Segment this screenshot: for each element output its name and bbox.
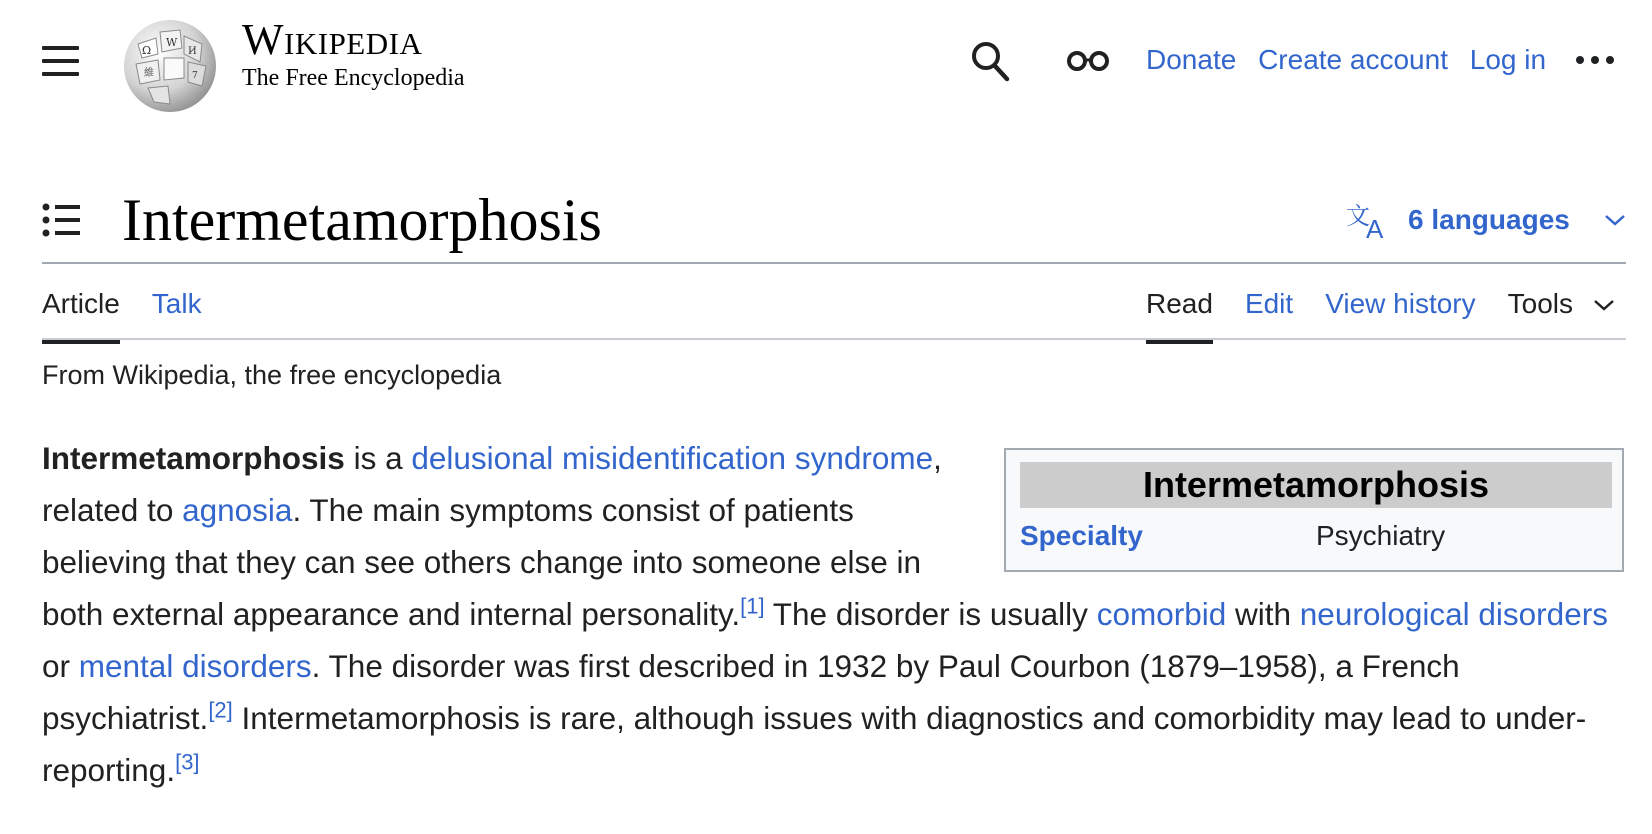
title-divider — [42, 262, 1626, 264]
tab-read[interactable]: Read — [1146, 288, 1213, 344]
infobox-specialty-value: Psychiatry — [1316, 520, 1446, 551]
svg-text:Ω: Ω — [142, 44, 152, 57]
search-icon[interactable] — [970, 40, 1010, 82]
text-run: Intermetamorphosis is rare, although issues with diagnostics and comorbidity may lead to under-reporting. — [42, 700, 1587, 788]
chevron-down-icon — [1604, 213, 1626, 227]
svg-text:A: A — [1366, 214, 1384, 240]
link-agnosia[interactable]: agnosia — [182, 492, 293, 528]
infobox-title: Intermetamorphosis — [1020, 462, 1612, 508]
tab-tools[interactable] — [1508, 288, 1615, 344]
reference-1[interactable] — [740, 594, 764, 619]
text-run: . The disorder was first described in 1932 by Paul Courbon (1879–1958), a French psychiatrist. — [42, 648, 1460, 736]
tools-label: Tools — [1507, 288, 1573, 319]
tab-article[interactable]: Article — [42, 288, 120, 344]
wikipedia-wordmark[interactable] — [242, 16, 492, 92]
wordmark-title: Wikipedia — [242, 15, 423, 64]
link-mental-disorders[interactable]: mental disorders — [78, 648, 312, 684]
hamburger-menu-icon[interactable] — [42, 44, 80, 78]
reference-2[interactable] — [208, 698, 232, 723]
reference-2-link[interactable]: [2] — [208, 697, 233, 723]
ellipsis-icon[interactable] — [1576, 54, 1616, 66]
infobox-specialty-link[interactable]: Specialty — [1020, 520, 1143, 551]
chevron-down-icon — [1593, 298, 1615, 312]
language-button[interactable] — [1346, 198, 1626, 242]
svg-text:文: 文 — [1346, 202, 1370, 230]
text-run: with — [1226, 596, 1300, 632]
reference-3[interactable] — [175, 750, 199, 775]
text-run: , related to — [42, 440, 942, 528]
log-in-link[interactable]: Log in — [1469, 44, 1547, 75]
tab-talk[interactable]: Talk — [151, 288, 202, 319]
languages-label: 6 languages — [1408, 204, 1570, 235]
svg-text:維: 維 — [144, 68, 154, 79]
text-run: . The main symptoms consist of patients believing that they can see others change into someone else in both external appearance and internal personality. — [42, 492, 922, 632]
link-neurological-disorders[interactable]: neurological disorders — [1299, 596, 1608, 632]
translate-icon — [1346, 200, 1390, 240]
text-run: or — [42, 648, 79, 684]
link-delusional-misidentification-syndrome[interactable]: delusional misidentification syndrome — [411, 440, 934, 476]
tabs-divider — [42, 338, 1626, 340]
page-title: Intermetamorphosis — [122, 187, 602, 253]
bold-term: Intermetamorphosis — [42, 440, 345, 476]
tab-edit[interactable]: Edit — [1244, 288, 1294, 319]
donate-link[interactable]: Donate — [1146, 44, 1237, 75]
text-run: The disorder is usually — [764, 596, 1097, 632]
infobox-float-spacer — [980, 432, 1622, 572]
article-lead-paragraph — [42, 432, 1622, 796]
view-tabs — [1146, 288, 1615, 344]
wordmark-tagline: The Free Encyclopedia — [242, 65, 465, 91]
table-of-contents-icon[interactable] — [42, 202, 82, 238]
reference-3-link[interactable]: [3] — [175, 749, 200, 775]
user-links — [1146, 44, 1560, 76]
create-account-link[interactable]: Create account — [1258, 44, 1448, 75]
site-header — [0, 0, 1652, 130]
text-run: is a — [344, 440, 412, 476]
svg-text:И: И — [188, 46, 197, 57]
reference-1-link[interactable]: [1] — [740, 593, 765, 619]
glasses-icon[interactable] — [1066, 48, 1110, 72]
link-comorbid[interactable]: comorbid — [1096, 596, 1227, 632]
tab-view-history[interactable]: View history — [1325, 288, 1476, 319]
svg-text:W: W — [166, 36, 178, 49]
wikipedia-globe-logo[interactable] — [118, 14, 222, 114]
svg-text:7: 7 — [192, 71, 198, 81]
namespace-tabs — [42, 288, 234, 344]
site-tagline: From Wikipedia, the free encyclopedia — [42, 360, 502, 390]
